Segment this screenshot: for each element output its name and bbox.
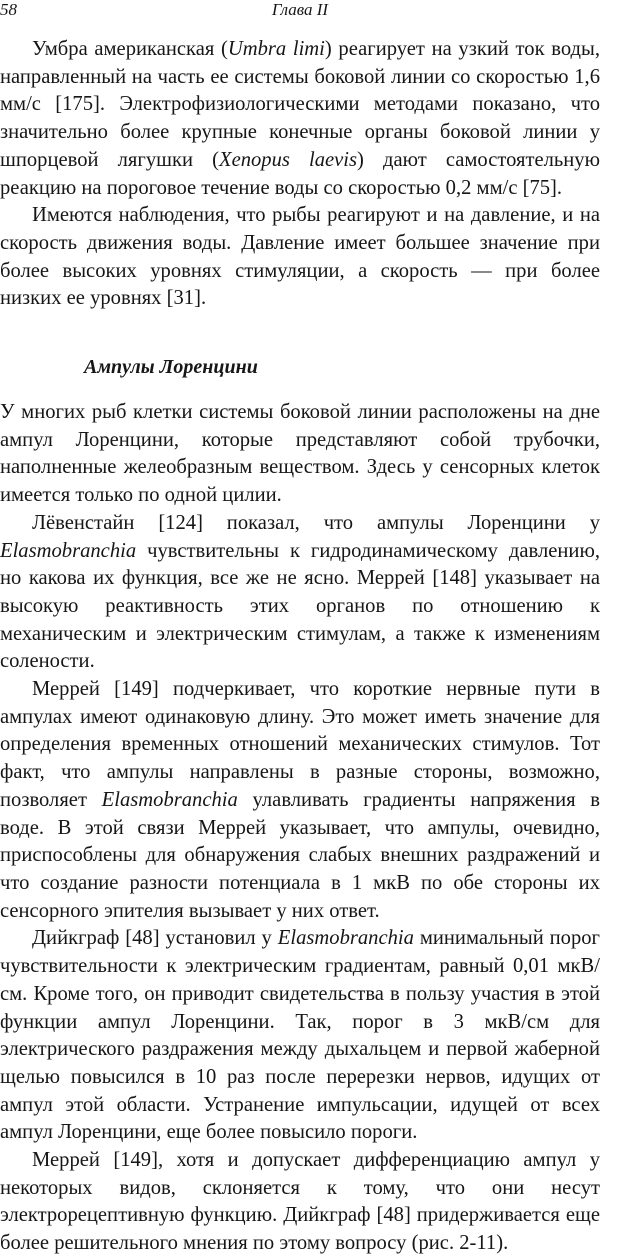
section-heading: Ампулы Лоренцини xyxy=(84,356,258,379)
body-text xyxy=(0,36,600,1258)
paragraph-murray-conclusion: Меррей [149], хотя и допускает дифференциацию ампул у некоторых видов, склоняется к тому, что они несут электрорецептивную функцию. Дийкграф [48] придерживается еще более решительного мнения по этому вопросу (рис. 2-11). xyxy=(0,1149,600,1255)
page-header xyxy=(0,0,600,36)
page-number: 58 xyxy=(0,0,17,19)
paragraph-murray-149: Меррей [149] подчеркивает, что короткие нервные пути в ампулах имеют одинаковую длину. Это может иметь значение для определения временных отношений механических стимулов. Тот факт, что ампулы направлены в разные стороны, возможно, позволяет Elasmobranchia улавливать градиенты напряжения в воде. В этой связи Меррей указывает, что ампулы, очевидно, приспособлены для обнаружения слабых внешних раздражений и что создание разности потенциала в 1 мкВ по обе стороны их сенсорного эпителия вызывает у них ответ. xyxy=(0,678,600,922)
running-head: Глава II xyxy=(271,0,329,19)
paragraph-pressure: Имеются наблюдения, что рыбы реагируют и на давление, и на скорость движения воды. Давление имеет большее значение при более высоких уровнях стимуляции, а скорость — при более низких ее уровнях [31]. xyxy=(0,204,600,310)
paragraph-dijkgraaf: Дийкграф [48] установил у Elasmobranchia минимальный порог чувствительности к электрическим градиентам, равный 0,01 мкВ/см. Кроме того, он приводит свидетельства в пользу участия в этой функции ампул Лоренцини. Так, порог в 3 мкВ/см для электрического раздражения между дыхальцем и первой жаберной щелью повысился в 10 раз после перерезки нервов, идущих от ампул этой области. Устранение импульсации, идущей от всех ампул Лоренцини, еще более повысило пороги. xyxy=(0,927,600,1144)
paragraph-ampullae-intro: У многих рыб клетки системы боковой линии расположены на дне ампул Лоренцини, которые представляют собой трубочки, наполненные желеобразным веществом. Здесь у сенсорных клеток имеется только по одной цилии. xyxy=(0,401,600,507)
paragraph-umbra: Умбра американская (Umbra limi) реагирует на узкий ток воды, направленный на часть ее системы боковой линии со скоростью 1,6 мм/с [175]. Электрофизиологическими методами показано, что значительно более крупные конечные органы боковой линии у шпорцевой лягушки (Xenopus laevis) дают самостоятельную реакцию на пороговое течение воды со скоростью 0,2 мм/с [75]. xyxy=(0,38,600,199)
paragraph-lowenstein: Лёвенстайн [124] показал, что ампулы Лоренцини у Elasmobranchia чувствительны к гидродинамическому давлению, но какова их функция, все же не ясно. Меррей [148] указывает на высокую реактивность этих органов по отношению к механическим и электрическим стимулам, а также к изменениям солености. xyxy=(0,511,600,673)
